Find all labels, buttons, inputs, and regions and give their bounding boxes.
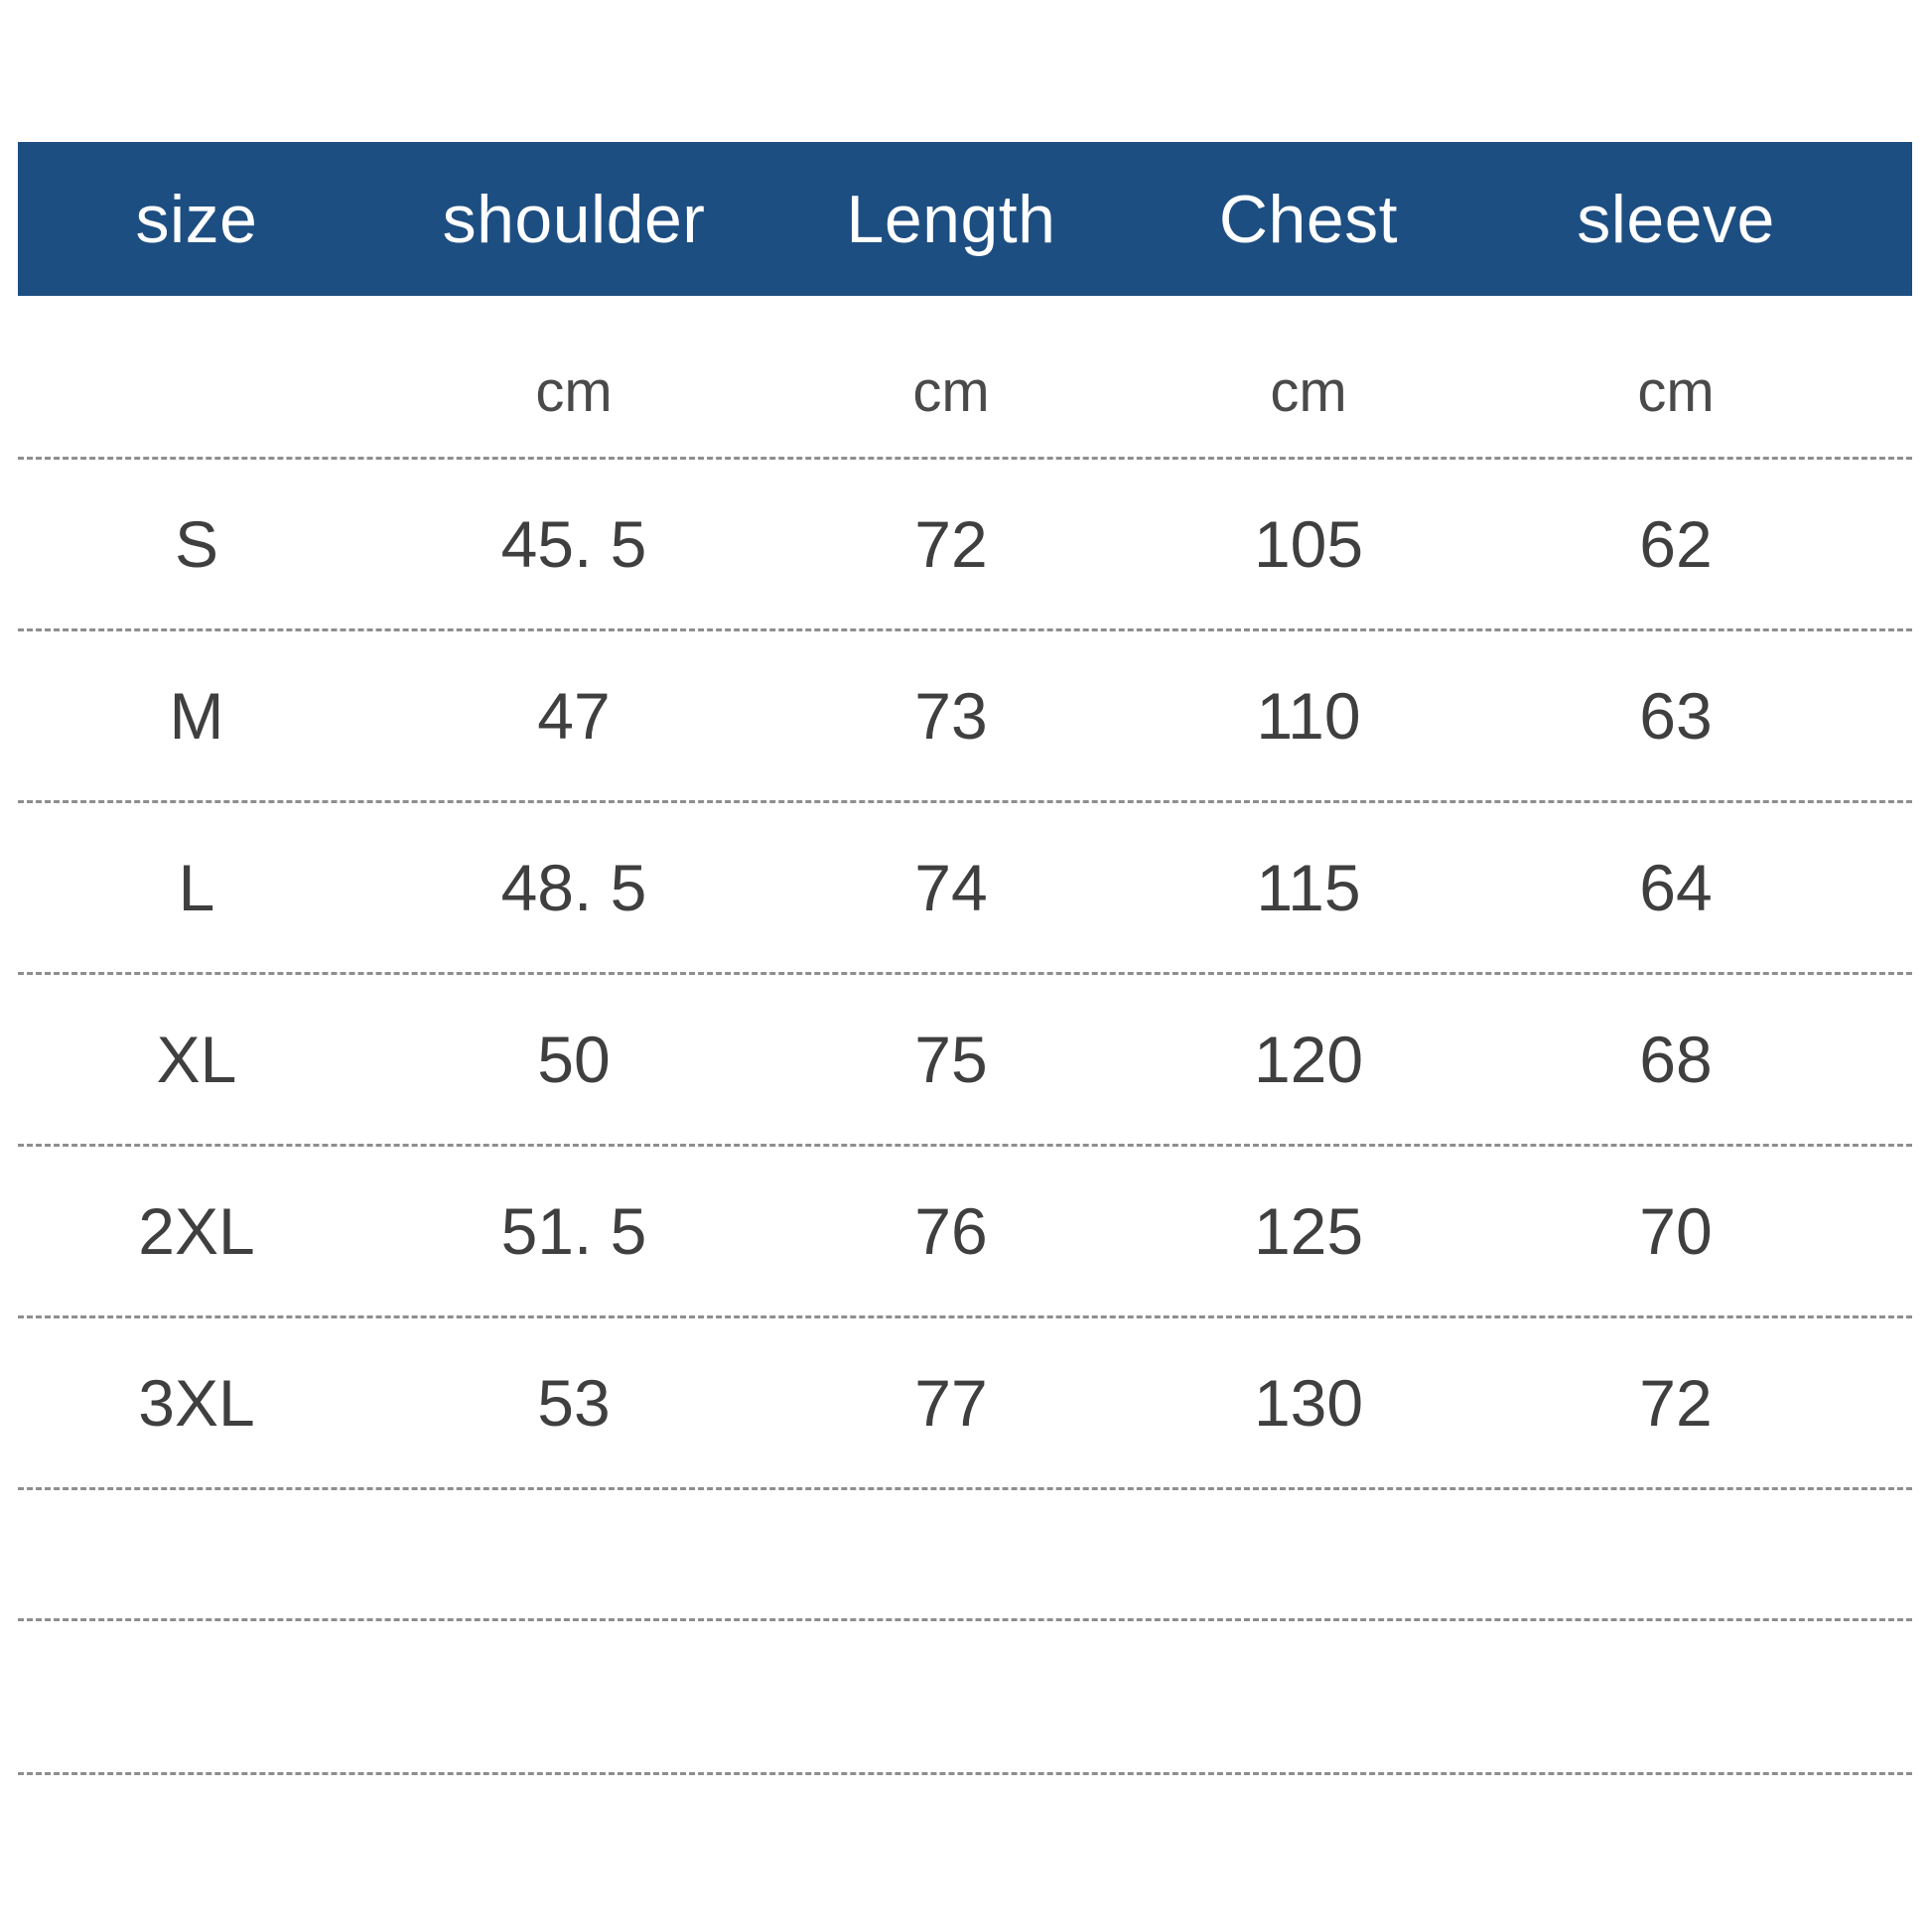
- table-row: [18, 1144, 1912, 1315]
- cell-sleeve: 68: [1639, 1023, 1713, 1096]
- table-row: [18, 800, 1912, 972]
- cell-size: L: [178, 851, 215, 924]
- table-row: [18, 628, 1912, 800]
- table-row: [18, 972, 1912, 1144]
- cell-length: 76: [914, 1194, 988, 1268]
- cell-chest: 110: [1256, 679, 1361, 753]
- cell-shoulder: 47: [537, 679, 611, 753]
- cell-shoulder: 48. 5: [500, 851, 647, 924]
- unit-length: cm: [912, 359, 990, 424]
- unit-sleeve: cm: [1637, 359, 1715, 424]
- cell-length: 75: [914, 1023, 988, 1096]
- table-header-row: [18, 142, 1912, 296]
- cell-sleeve: 64: [1639, 851, 1713, 924]
- column-header-size: size: [135, 181, 258, 257]
- cell-size: 3XL: [138, 1366, 255, 1440]
- table-row: [18, 1315, 1912, 1490]
- cell-sleeve: 70: [1639, 1194, 1713, 1268]
- cell-chest: 115: [1256, 851, 1361, 924]
- cell-size: M: [169, 679, 224, 753]
- cell-sleeve: 62: [1639, 507, 1713, 581]
- cell-length: 72: [914, 507, 988, 581]
- table-units-row: [18, 352, 1912, 432]
- column-header-chest: Chest: [1218, 181, 1399, 257]
- cell-size: XL: [156, 1023, 237, 1096]
- cell-length: 73: [914, 679, 988, 753]
- table-row: [18, 457, 1912, 628]
- cell-sleeve: 63: [1639, 679, 1713, 753]
- cell-length: 77: [914, 1366, 988, 1440]
- column-header-shoulder: shoulder: [442, 181, 706, 257]
- size-table-body: [18, 457, 1912, 1490]
- cell-chest: 105: [1253, 507, 1364, 581]
- divider-line: [18, 1618, 1912, 1621]
- cell-size: 2XL: [138, 1194, 255, 1268]
- cell-shoulder: 45. 5: [500, 507, 647, 581]
- cell-chest: 125: [1253, 1194, 1364, 1268]
- column-header-sleeve: sleeve: [1577, 181, 1775, 257]
- cell-shoulder: 51. 5: [500, 1194, 647, 1268]
- cell-shoulder: 53: [537, 1366, 611, 1440]
- unit-chest: cm: [1270, 359, 1347, 424]
- unit-shoulder: cm: [535, 359, 613, 424]
- cell-chest: 120: [1253, 1023, 1364, 1096]
- cell-size: S: [174, 507, 219, 581]
- column-header-length: Length: [846, 181, 1056, 257]
- divider-line: [18, 1772, 1912, 1775]
- cell-sleeve: 72: [1639, 1366, 1713, 1440]
- cell-chest: 130: [1253, 1366, 1364, 1440]
- cell-length: 74: [914, 851, 988, 924]
- cell-shoulder: 50: [537, 1023, 611, 1096]
